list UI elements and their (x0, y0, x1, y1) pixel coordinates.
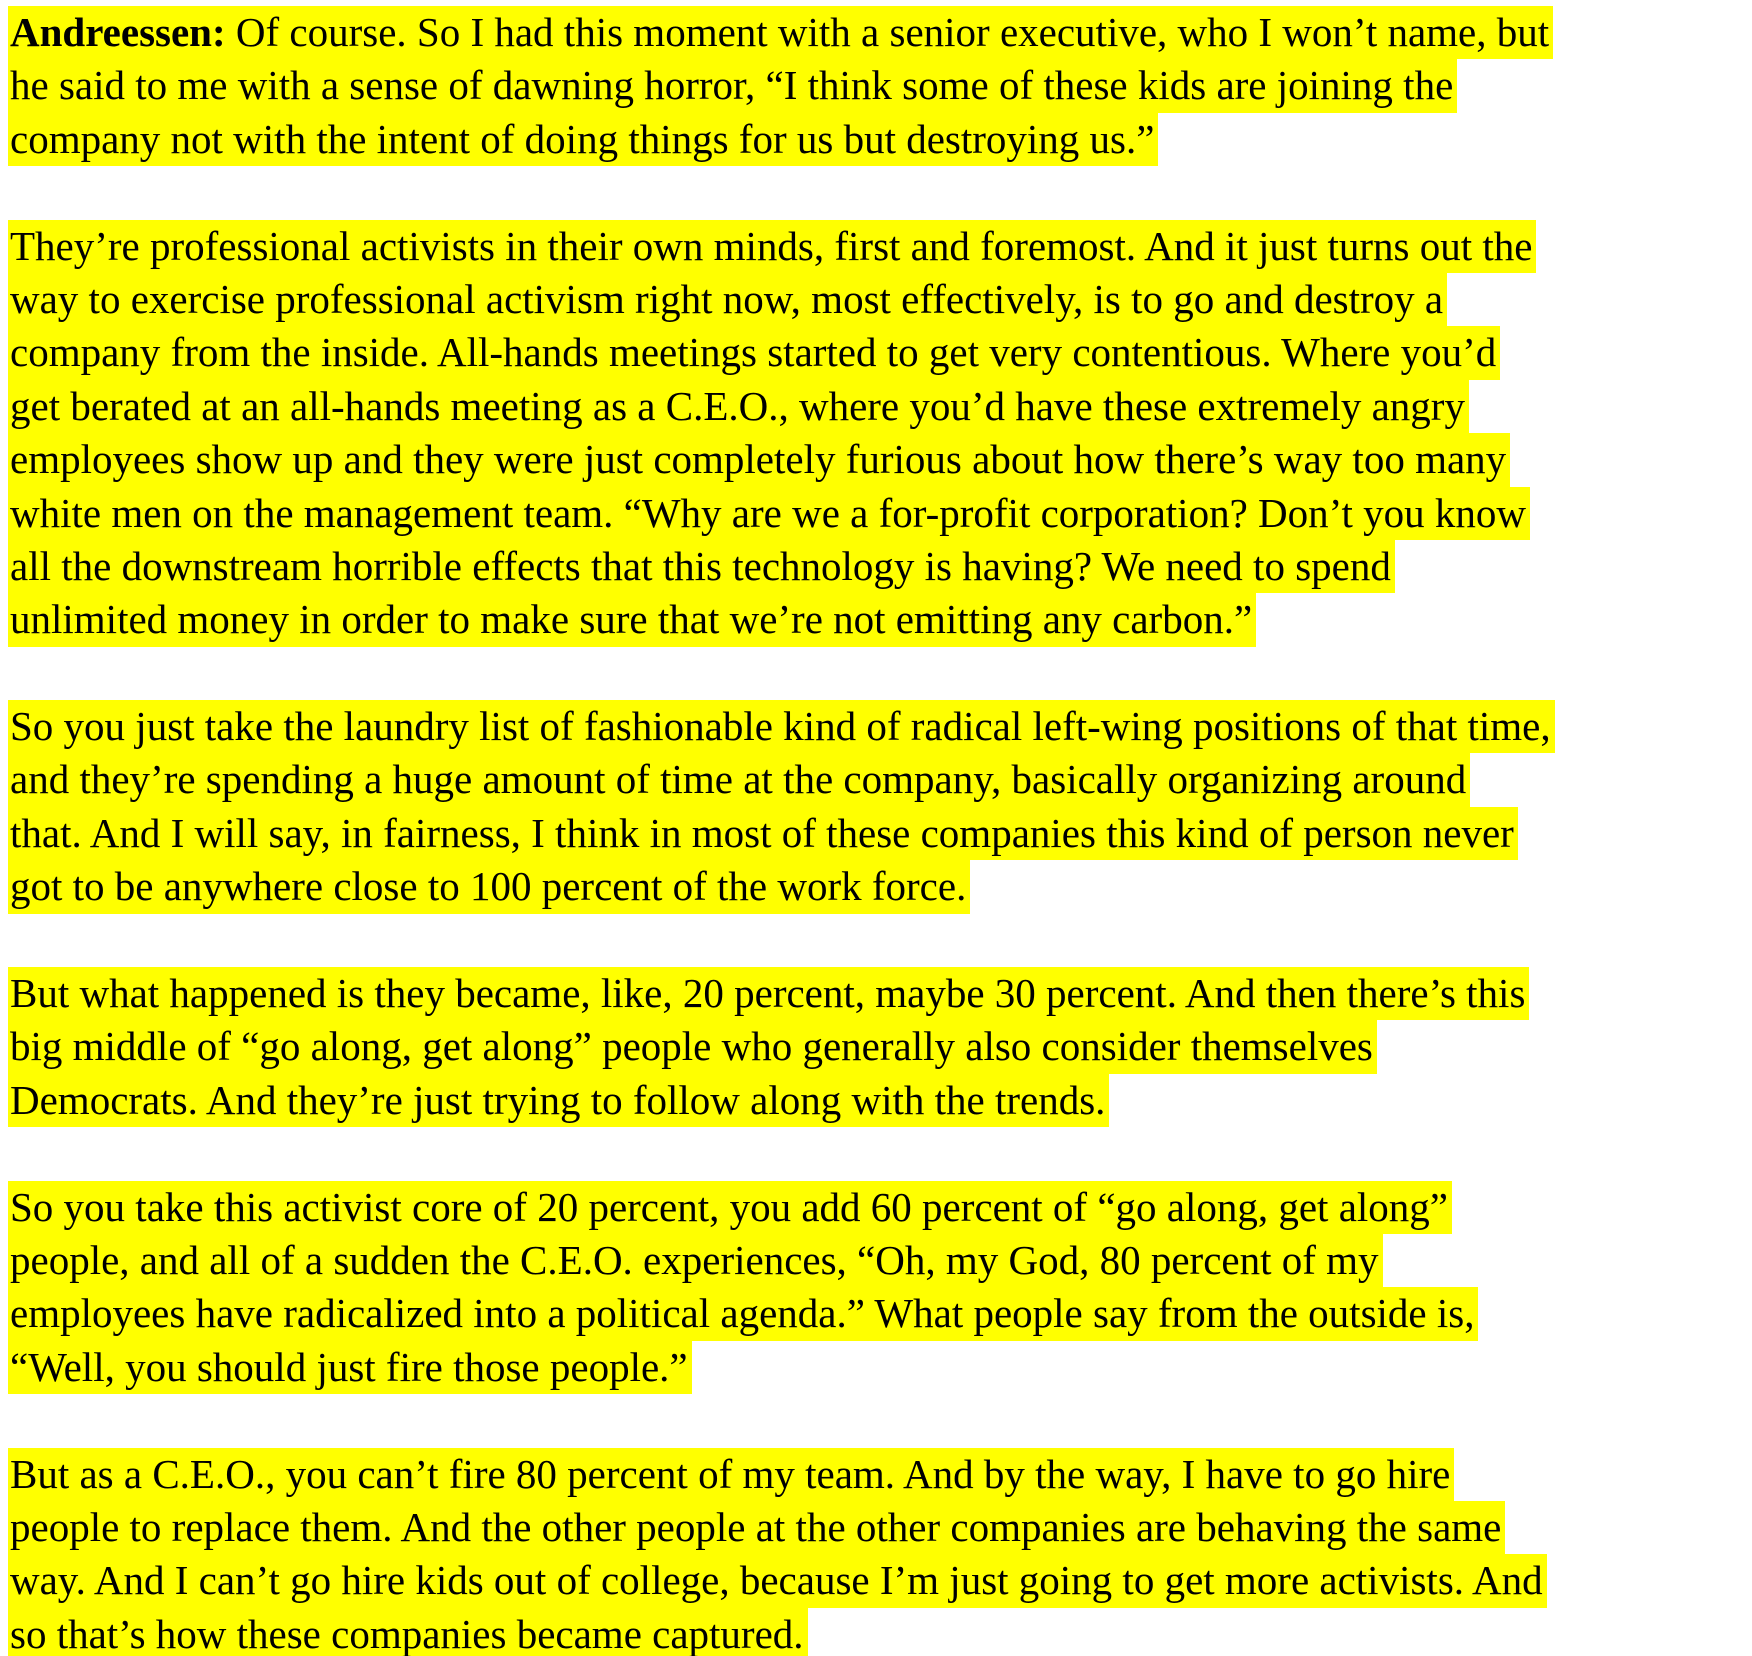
text-line (8, 593, 1744, 646)
highlighted-text: employees have radicalized into a political agenda.” What people say from the outside is, (8, 1287, 1478, 1340)
highlighted-text: company not with the intent of doing things for us but destroying us.” (8, 113, 1158, 166)
text-line (8, 1608, 1744, 1656)
text-line (8, 1554, 1744, 1607)
transcript-paragraph (8, 1448, 1744, 1656)
highlighted-text: got to be anywhere close to 100 percent of the work force. (8, 860, 970, 913)
transcript (8, 6, 1744, 1656)
text-line (8, 220, 1744, 273)
highlighted-text: people, and all of a sudden the C.E.O. experiences, “Oh, my God, 80 percent of my (8, 1234, 1383, 1287)
highlighted-text: company from the inside. All-hands meetings started to get very contentious. Where you’d (8, 326, 1500, 379)
text-line (8, 6, 1744, 59)
highlighted-text: all the downstream horrible effects that this technology is having? We need to spend (8, 540, 1395, 593)
highlighted-text: that. And I will say, in fairness, I think in most of these companies this kind of person never (8, 807, 1518, 860)
text-line (8, 487, 1744, 540)
text-line (8, 113, 1744, 166)
highlighted-text: Andreessen: Of course. So I had this moment with a senior executive, who I won’t name, but (8, 6, 1553, 59)
text-line (8, 1234, 1744, 1287)
text-line (8, 1287, 1744, 1340)
highlighted-text: But as a C.E.O., you can’t fire 80 percent of my team. And by the way, I have to go hire (8, 1448, 1454, 1501)
text-line (8, 433, 1744, 486)
text-line (8, 1501, 1744, 1554)
highlighted-text: way to exercise professional activism right now, most effectively, is to go and destroy a (8, 273, 1447, 326)
highlighted-text: Democrats. And they’re just trying to follow along with the trends. (8, 1074, 1109, 1127)
text-line (8, 326, 1744, 379)
text-line (8, 753, 1744, 806)
transcript-paragraph (8, 967, 1744, 1127)
highlighted-text: he said to me with a sense of dawning horror, “I think some of these kids are joining the (8, 59, 1457, 112)
highlighted-text: and they’re spending a huge amount of time at the company, basically organizing around (8, 753, 1470, 806)
text-line (8, 273, 1744, 326)
highlighted-text: unlimited money in order to make sure that we’re not emitting any carbon.” (8, 593, 1256, 646)
transcript-paragraph (8, 700, 1744, 914)
highlighted-text: But what happened is they became, like, 20 percent, maybe 30 percent. And then there’s this (8, 967, 1529, 1020)
transcript-paragraph (8, 6, 1744, 166)
highlighted-text: They’re professional activists in their own minds, first and foremost. And it just turns out the (8, 220, 1536, 273)
text-line (8, 967, 1744, 1020)
text-line (8, 1074, 1744, 1127)
highlighted-text: way. And I can’t go hire kids out of college, because I’m just going to get more activists. And (8, 1554, 1547, 1607)
highlighted-text: employees show up and they were just completely furious about how there’s way too many (8, 433, 1510, 486)
highlighted-text: white men on the management team. “Why are we a for-profit corporation? Don’t you know (8, 487, 1530, 540)
text-line (8, 1020, 1744, 1073)
highlighted-text: big middle of “go along, get along” people who generally also consider themselves (8, 1020, 1377, 1073)
text-line (8, 1181, 1744, 1234)
transcript-paragraph (8, 220, 1744, 647)
highlighted-text: So you take this activist core of 20 percent, you add 60 percent of “go along, get along” (8, 1181, 1452, 1234)
text-line (8, 1341, 1744, 1394)
highlighted-text: So you just take the laundry list of fashionable kind of radical left-wing positions of that time, (8, 700, 1555, 753)
highlighted-text: people to replace them. And the other people at the other companies are behaving the same (8, 1501, 1505, 1554)
speaker-name: Andreessen: (10, 9, 226, 55)
text-line (8, 59, 1744, 112)
highlighted-text: “Well, you should just fire those people.” (8, 1341, 692, 1394)
highlighted-text: so that’s how these companies became captured. (8, 1608, 808, 1656)
text-line (8, 700, 1744, 753)
highlighted-text: get berated at an all-hands meeting as a C.E.O., where you’d have these extremely angry (8, 380, 1469, 433)
text-line (8, 380, 1744, 433)
text-line (8, 540, 1744, 593)
text-line (8, 807, 1744, 860)
text-line (8, 1448, 1744, 1501)
text-line (8, 860, 1744, 913)
transcript-paragraph (8, 1181, 1744, 1395)
